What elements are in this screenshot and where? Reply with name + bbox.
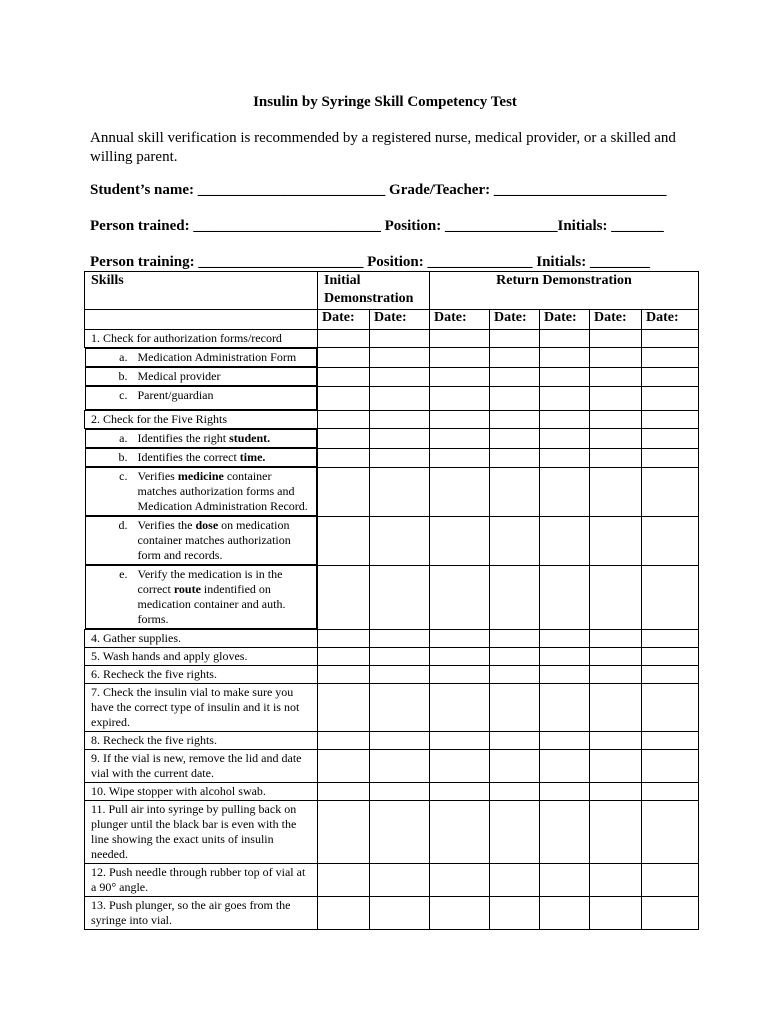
date-label: Date: bbox=[490, 310, 540, 330]
signoff-cell[interactable] bbox=[490, 367, 540, 386]
skill-9: 9. If the vial is new, remove the lid and date vial with the current date. bbox=[85, 750, 318, 783]
signoff-cell[interactable] bbox=[430, 386, 490, 411]
signoff-cell[interactable] bbox=[318, 897, 370, 930]
date-label: Date: bbox=[318, 310, 370, 330]
table-row bbox=[85, 348, 699, 368]
signoff-cell[interactable] bbox=[370, 684, 430, 732]
signoff-cell[interactable] bbox=[490, 467, 540, 516]
table-row bbox=[85, 467, 699, 516]
signoff-cell[interactable] bbox=[490, 516, 540, 565]
signoff-cell[interactable] bbox=[318, 648, 370, 666]
signoff-cell[interactable] bbox=[370, 630, 430, 648]
student-name-line[interactable]: Student’s name: _________________________ Grade/Teacher: _______________________ bbox=[90, 182, 667, 198]
skill-2e: e. Verify the medication is in the correct route indentified on medication container and auth. forms. bbox=[85, 565, 318, 629]
signoff-cell[interactable] bbox=[318, 386, 370, 411]
signoff-cell[interactable] bbox=[642, 750, 699, 783]
signoff-cell[interactable] bbox=[318, 783, 370, 801]
signoff-cell[interactable] bbox=[590, 367, 642, 386]
signoff-cell[interactable] bbox=[590, 783, 642, 801]
skills-header: Skills bbox=[85, 272, 318, 310]
signoff-cell[interactable] bbox=[590, 666, 642, 684]
signoff-cell[interactable] bbox=[540, 864, 590, 897]
signoff-cell[interactable] bbox=[318, 448, 370, 467]
signoff-cell[interactable] bbox=[490, 684, 540, 732]
signoff-cell[interactable] bbox=[540, 429, 590, 449]
signoff-cell[interactable] bbox=[370, 348, 430, 368]
signoff-cell[interactable] bbox=[490, 565, 540, 630]
table-row bbox=[85, 386, 699, 411]
date-label: Date: bbox=[590, 310, 642, 330]
signoff-cell[interactable] bbox=[642, 386, 699, 411]
signoff-cell[interactable] bbox=[430, 348, 490, 368]
table-row bbox=[85, 448, 699, 467]
signoff-cell[interactable] bbox=[540, 783, 590, 801]
signoff-cell[interactable] bbox=[318, 348, 370, 368]
signoff-cell[interactable] bbox=[540, 897, 590, 930]
signoff-cell[interactable] bbox=[318, 684, 370, 732]
intro-text: Annual skill verification is recommended by a registered nurse, medical provider, or a skilled and willing parent. bbox=[90, 130, 676, 165]
signoff-cell[interactable] bbox=[370, 411, 430, 429]
signoff-cell[interactable] bbox=[540, 684, 590, 732]
skill-7: 7. Check the insulin vial to make sure you have the correct type of insulin and it is not expired. bbox=[85, 684, 318, 732]
table-row bbox=[85, 411, 699, 429]
signoff-cell[interactable] bbox=[490, 732, 540, 750]
table-row bbox=[85, 732, 699, 750]
signoff-cell[interactable] bbox=[318, 429, 370, 449]
signoff-cell[interactable] bbox=[642, 467, 699, 516]
signoff-cell[interactable] bbox=[430, 565, 490, 630]
skill-12: 12. Push needle through rubber top of vial at a 90° angle. bbox=[85, 864, 318, 897]
signoff-cell[interactable] bbox=[490, 411, 540, 429]
signoff-cell[interactable] bbox=[642, 411, 699, 429]
skill-10: 10. Wipe stopper with alcohol swab. bbox=[85, 783, 318, 801]
signoff-cell[interactable] bbox=[642, 630, 699, 648]
skill-2c: c. Verifies medicine container matches authorization forms and Medication Administration Record. bbox=[85, 467, 318, 516]
signoff-cell[interactable] bbox=[430, 666, 490, 684]
signoff-cell[interactable] bbox=[430, 330, 490, 348]
signoff-cell[interactable] bbox=[318, 367, 370, 386]
signoff-cell[interactable] bbox=[642, 516, 699, 565]
signoff-cell[interactable] bbox=[540, 330, 590, 348]
signoff-cell[interactable] bbox=[318, 801, 370, 864]
signoff-cell[interactable] bbox=[540, 666, 590, 684]
skill-1b: b. Medical provider bbox=[85, 367, 318, 386]
skill-11: 11. Pull air into syringe by pulling back on plunger until the black bar is even with the line showing the exact units of insulin needed. bbox=[85, 801, 318, 864]
signoff-cell[interactable] bbox=[430, 897, 490, 930]
skill-1a: a. Medication Administration Form bbox=[85, 348, 318, 367]
skill-2: 2. Check for the Five Rights bbox=[85, 411, 318, 429]
signoff-cell[interactable] bbox=[430, 429, 490, 449]
skill-5: 5. Wash hands and apply gloves. bbox=[85, 648, 318, 666]
skill-1c: c. Parent/guardian bbox=[85, 386, 318, 410]
signoff-cell[interactable] bbox=[430, 411, 490, 429]
signoff-cell[interactable] bbox=[370, 897, 430, 930]
skill-8: 8. Recheck the five rights. bbox=[85, 732, 318, 750]
signoff-cell[interactable] bbox=[540, 801, 590, 864]
signoff-cell[interactable] bbox=[540, 732, 590, 750]
signoff-cell[interactable] bbox=[642, 429, 699, 449]
signoff-cell[interactable] bbox=[430, 367, 490, 386]
signoff-cell[interactable] bbox=[490, 429, 540, 449]
signoff-cell[interactable] bbox=[370, 750, 430, 783]
signoff-cell[interactable] bbox=[590, 897, 642, 930]
signoff-cell[interactable] bbox=[370, 648, 430, 666]
table-row bbox=[85, 516, 699, 565]
signoff-cell[interactable] bbox=[642, 648, 699, 666]
signoff-cell[interactable] bbox=[540, 630, 590, 648]
table-row bbox=[85, 367, 699, 386]
signoff-cell[interactable] bbox=[540, 648, 590, 666]
signoff-cell[interactable] bbox=[318, 330, 370, 348]
date-label: Date: bbox=[642, 310, 699, 330]
signoff-cell[interactable] bbox=[590, 348, 642, 368]
skill-2a: a. Identifies the right student. bbox=[85, 429, 318, 448]
signoff-cell[interactable] bbox=[318, 750, 370, 783]
signoff-cell[interactable] bbox=[430, 684, 490, 732]
table-row bbox=[85, 565, 699, 630]
signoff-cell[interactable] bbox=[370, 448, 430, 467]
signoff-cell[interactable] bbox=[430, 864, 490, 897]
signoff-cell[interactable] bbox=[540, 386, 590, 411]
date-label: Date: bbox=[370, 310, 430, 330]
skill-1: 1. Check for authorization forms/record bbox=[85, 330, 318, 348]
signoff-cell[interactable] bbox=[590, 864, 642, 897]
signoff-cell[interactable] bbox=[590, 565, 642, 630]
signoff-cell[interactable] bbox=[318, 630, 370, 648]
signoff-cell[interactable] bbox=[590, 630, 642, 648]
signoff-cell[interactable] bbox=[318, 864, 370, 897]
signoff-cell[interactable] bbox=[590, 386, 642, 411]
signoff-cell[interactable] bbox=[490, 386, 540, 411]
signoff-cell[interactable] bbox=[370, 386, 430, 411]
signoff-cell[interactable] bbox=[540, 411, 590, 429]
signoff-cell[interactable] bbox=[642, 864, 699, 897]
skill-2b: b. Identifies the correct time. bbox=[85, 448, 318, 467]
table-row bbox=[85, 750, 699, 783]
signoff-cell[interactable] bbox=[370, 429, 430, 449]
signoff-cell[interactable] bbox=[370, 565, 430, 630]
signoff-cell[interactable] bbox=[318, 467, 370, 516]
signoff-cell[interactable] bbox=[430, 648, 490, 666]
signoff-cell[interactable] bbox=[590, 684, 642, 732]
signoff-cell[interactable] bbox=[318, 516, 370, 565]
signoff-cell[interactable] bbox=[490, 897, 540, 930]
table-row bbox=[85, 897, 699, 930]
signoff-cell[interactable] bbox=[318, 565, 370, 630]
signoff-cell[interactable] bbox=[540, 750, 590, 783]
signoff-cell[interactable] bbox=[642, 330, 699, 348]
person-training-line[interactable]: Person training: ______________________ Position: ______________ Initials: ________ bbox=[90, 254, 651, 270]
table-row bbox=[85, 864, 699, 897]
signoff-cell[interactable] bbox=[642, 448, 699, 467]
signoff-cell[interactable] bbox=[370, 330, 430, 348]
person-trained-line[interactable]: Person trained: _________________________ Position: _______________Initials: _______ bbox=[90, 218, 664, 234]
signoff-cell[interactable] bbox=[590, 467, 642, 516]
signoff-cell[interactable] bbox=[370, 516, 430, 565]
signoff-cell[interactable] bbox=[490, 801, 540, 864]
table-row bbox=[85, 684, 699, 732]
signoff-cell[interactable] bbox=[490, 330, 540, 348]
skill-2d: d. Verifies the dose on medication container matches authorization form and records. bbox=[85, 516, 318, 565]
signoff-cell[interactable] bbox=[642, 783, 699, 801]
signoff-cell[interactable] bbox=[430, 783, 490, 801]
signoff-cell[interactable] bbox=[318, 732, 370, 750]
signoff-cell[interactable] bbox=[430, 801, 490, 864]
signoff-cell[interactable] bbox=[370, 783, 430, 801]
signoff-cell[interactable] bbox=[642, 348, 699, 368]
table-row bbox=[85, 330, 699, 348]
signoff-cell[interactable] bbox=[540, 367, 590, 386]
signoff-cell[interactable] bbox=[540, 516, 590, 565]
signoff-cell[interactable] bbox=[370, 467, 430, 516]
date-row bbox=[85, 310, 699, 330]
signoff-cell[interactable] bbox=[430, 467, 490, 516]
signoff-cell[interactable] bbox=[590, 448, 642, 467]
table-row bbox=[85, 783, 699, 801]
skills-table bbox=[84, 271, 699, 930]
signoff-cell[interactable] bbox=[590, 429, 642, 449]
table-row bbox=[85, 801, 699, 864]
date-row-empty bbox=[85, 310, 318, 330]
signoff-cell[interactable] bbox=[590, 516, 642, 565]
signoff-cell[interactable] bbox=[430, 732, 490, 750]
signoff-cell[interactable] bbox=[590, 330, 642, 348]
signoff-cell[interactable] bbox=[590, 732, 642, 750]
signoff-cell[interactable] bbox=[642, 897, 699, 930]
signoff-cell[interactable] bbox=[370, 732, 430, 750]
return-demonstration-header: Return Demonstration bbox=[430, 272, 699, 310]
date-label: Date: bbox=[430, 310, 490, 330]
signoff-cell[interactable] bbox=[642, 801, 699, 864]
table-row bbox=[85, 648, 699, 666]
signoff-cell[interactable] bbox=[490, 783, 540, 801]
signoff-cell[interactable] bbox=[490, 864, 540, 897]
signoff-cell[interactable] bbox=[370, 801, 430, 864]
table-row bbox=[85, 666, 699, 684]
signoff-cell[interactable] bbox=[430, 630, 490, 648]
signoff-cell[interactable] bbox=[590, 648, 642, 666]
signoff-cell[interactable] bbox=[540, 448, 590, 467]
signoff-cell[interactable] bbox=[540, 348, 590, 368]
skill-4: 4. Gather supplies. bbox=[85, 630, 318, 648]
signoff-cell[interactable] bbox=[490, 630, 540, 648]
signoff-cell[interactable] bbox=[318, 666, 370, 684]
signoff-cell[interactable] bbox=[430, 750, 490, 783]
skill-13: 13. Push plunger, so the air goes from the syringe into vial. bbox=[85, 897, 318, 930]
signoff-cell[interactable] bbox=[318, 411, 370, 429]
signoff-cell[interactable] bbox=[590, 801, 642, 864]
table-row bbox=[85, 630, 699, 648]
skill-6: 6. Recheck the five rights. bbox=[85, 666, 318, 684]
signoff-cell[interactable] bbox=[642, 367, 699, 386]
signoff-cell[interactable] bbox=[490, 666, 540, 684]
initial-demonstration-header: Initial Demonstration bbox=[318, 272, 430, 310]
signoff-cell[interactable] bbox=[642, 565, 699, 630]
table-row bbox=[85, 429, 699, 449]
signoff-cell[interactable] bbox=[642, 666, 699, 684]
signoff-cell[interactable] bbox=[490, 750, 540, 783]
signoff-cell[interactable] bbox=[490, 648, 540, 666]
signoff-cell[interactable] bbox=[370, 864, 430, 897]
signoff-cell[interactable] bbox=[540, 565, 590, 630]
signoff-cell[interactable] bbox=[590, 411, 642, 429]
signoff-cell[interactable] bbox=[490, 348, 540, 368]
signoff-cell[interactable] bbox=[370, 666, 430, 684]
signoff-cell[interactable] bbox=[490, 448, 540, 467]
page-title: Insulin by Syringe Skill Competency Test bbox=[253, 94, 517, 110]
signoff-cell[interactable] bbox=[590, 750, 642, 783]
signoff-cell[interactable] bbox=[642, 684, 699, 732]
signoff-cell[interactable] bbox=[430, 448, 490, 467]
signoff-cell[interactable] bbox=[540, 467, 590, 516]
signoff-cell[interactable] bbox=[642, 732, 699, 750]
date-label: Date: bbox=[540, 310, 590, 330]
signoff-cell[interactable] bbox=[430, 516, 490, 565]
signoff-cell[interactable] bbox=[370, 367, 430, 386]
